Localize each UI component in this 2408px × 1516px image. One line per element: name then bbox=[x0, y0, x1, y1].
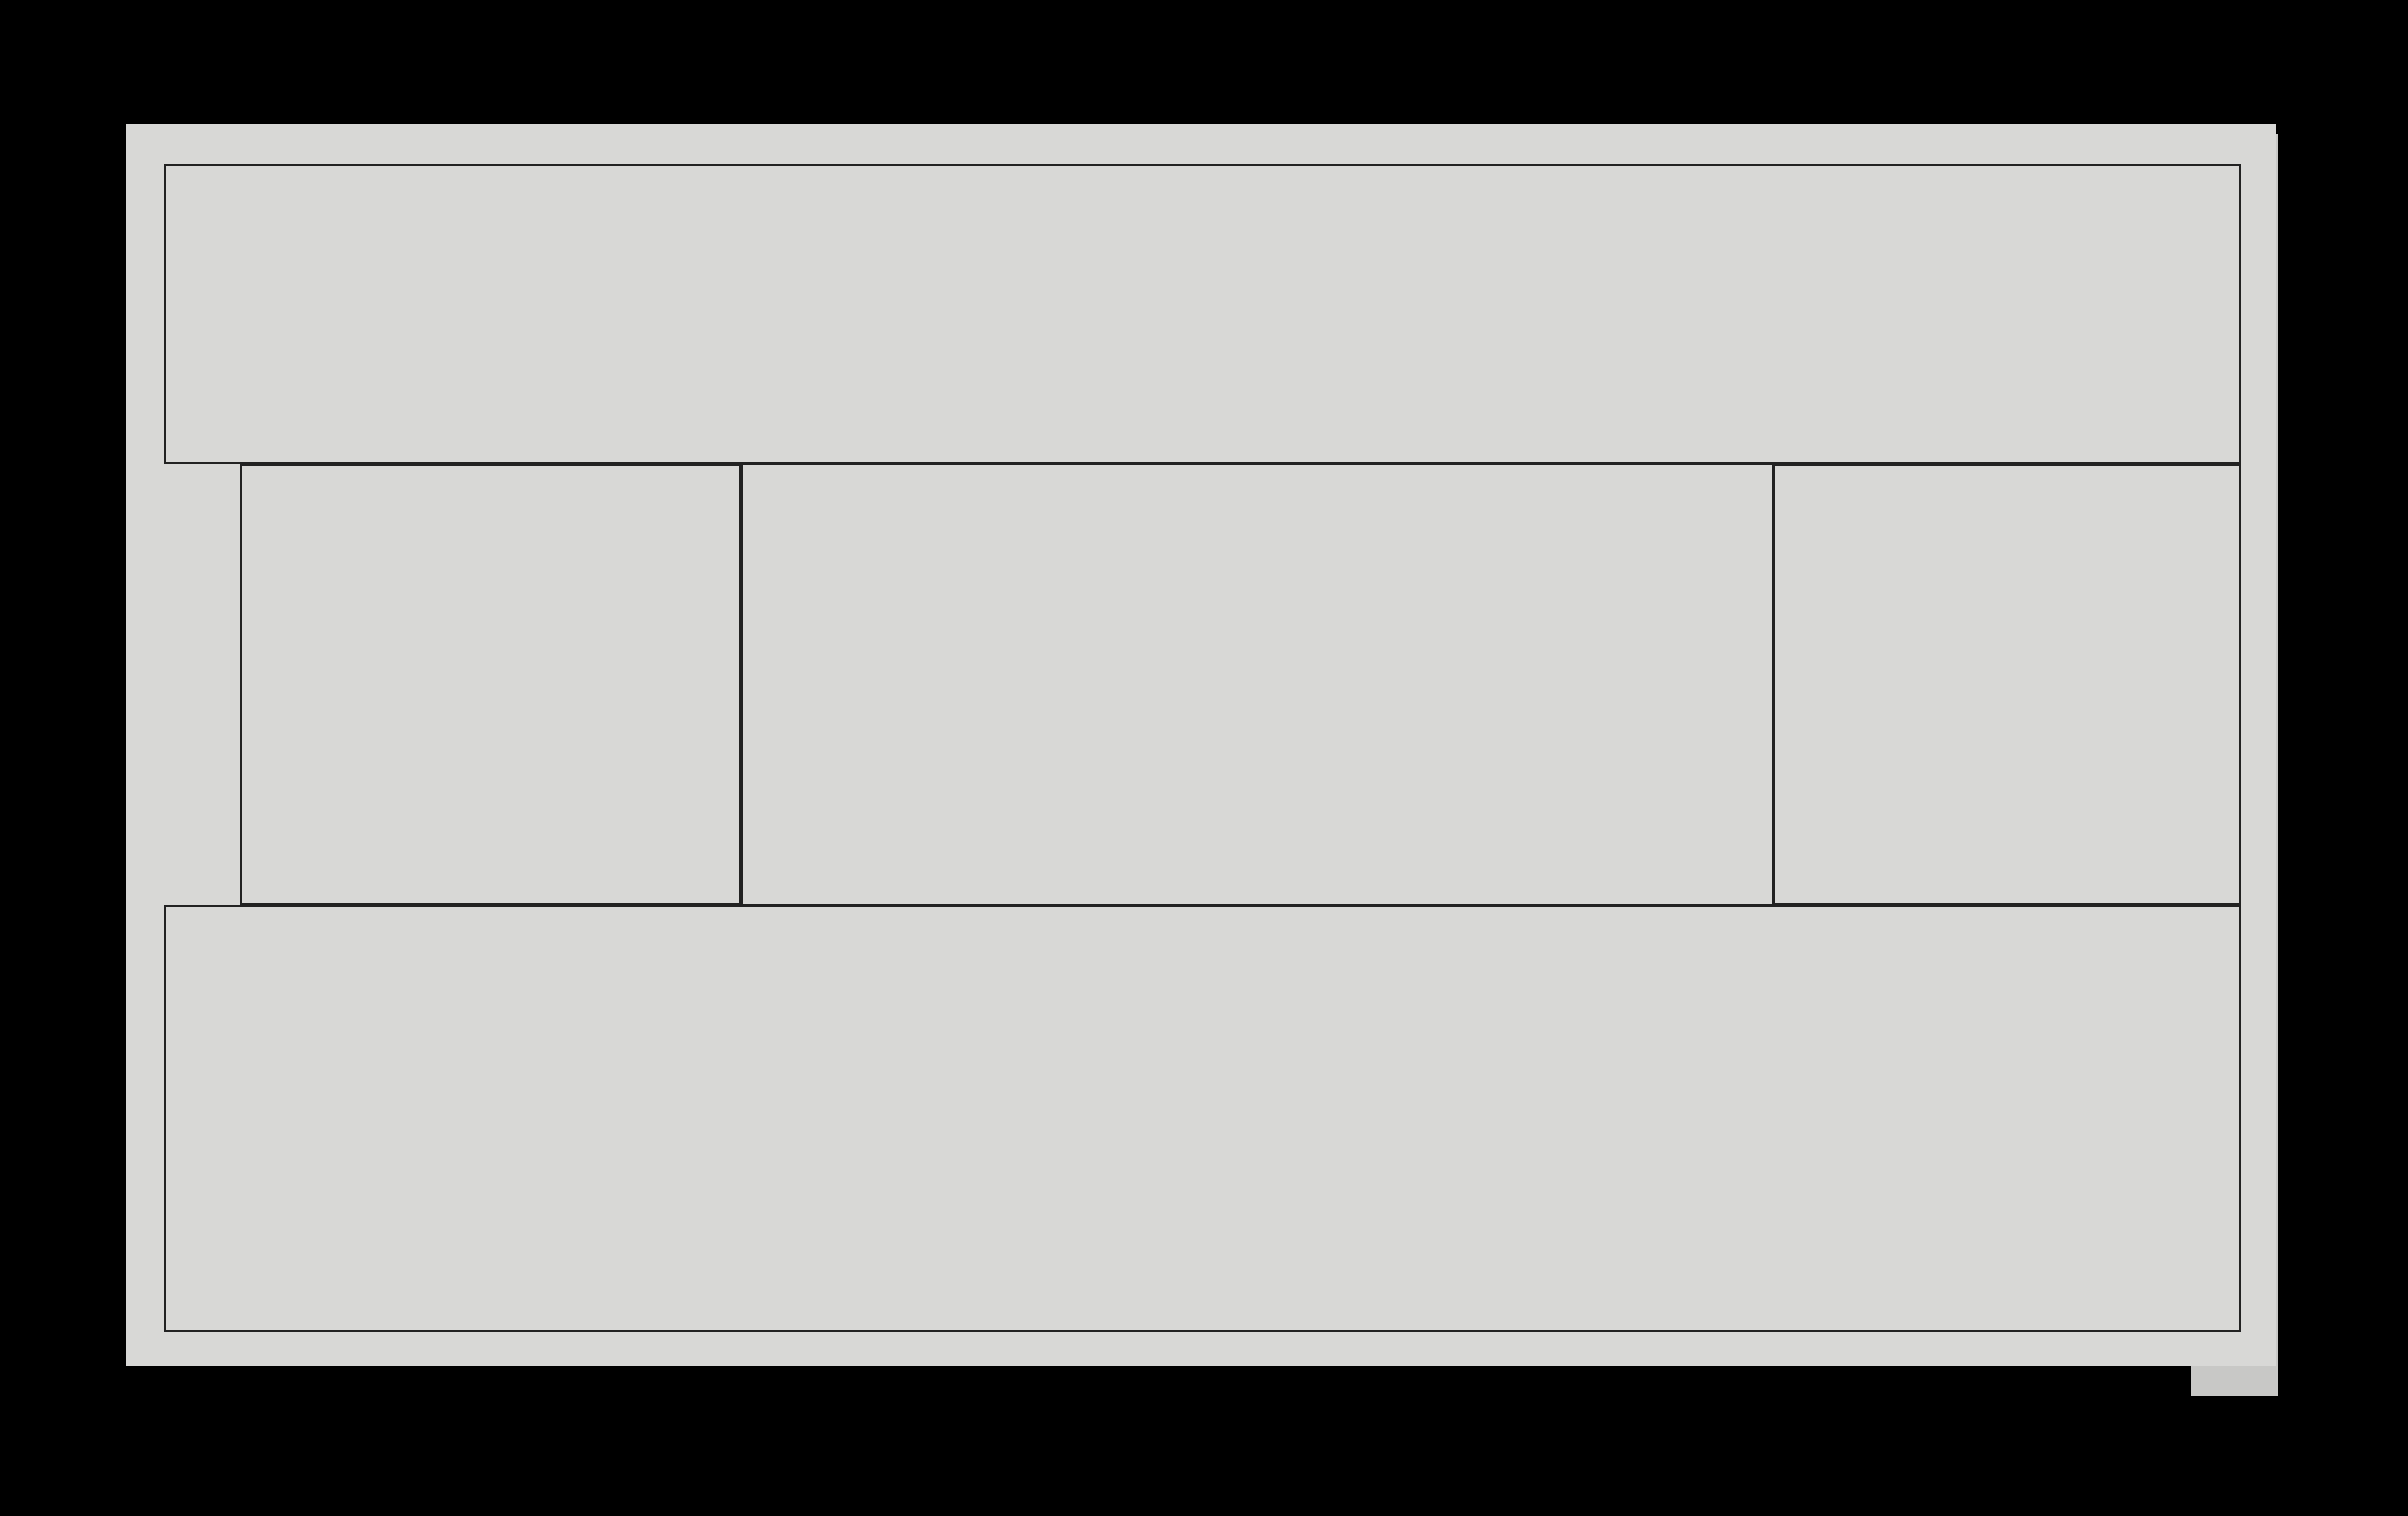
population-table bbox=[1773, 464, 2241, 905]
top-table bbox=[164, 164, 2241, 464]
private-farms-box bbox=[741, 464, 1773, 905]
lease-table bbox=[164, 905, 2241, 1332]
middle-left-table bbox=[240, 464, 741, 905]
